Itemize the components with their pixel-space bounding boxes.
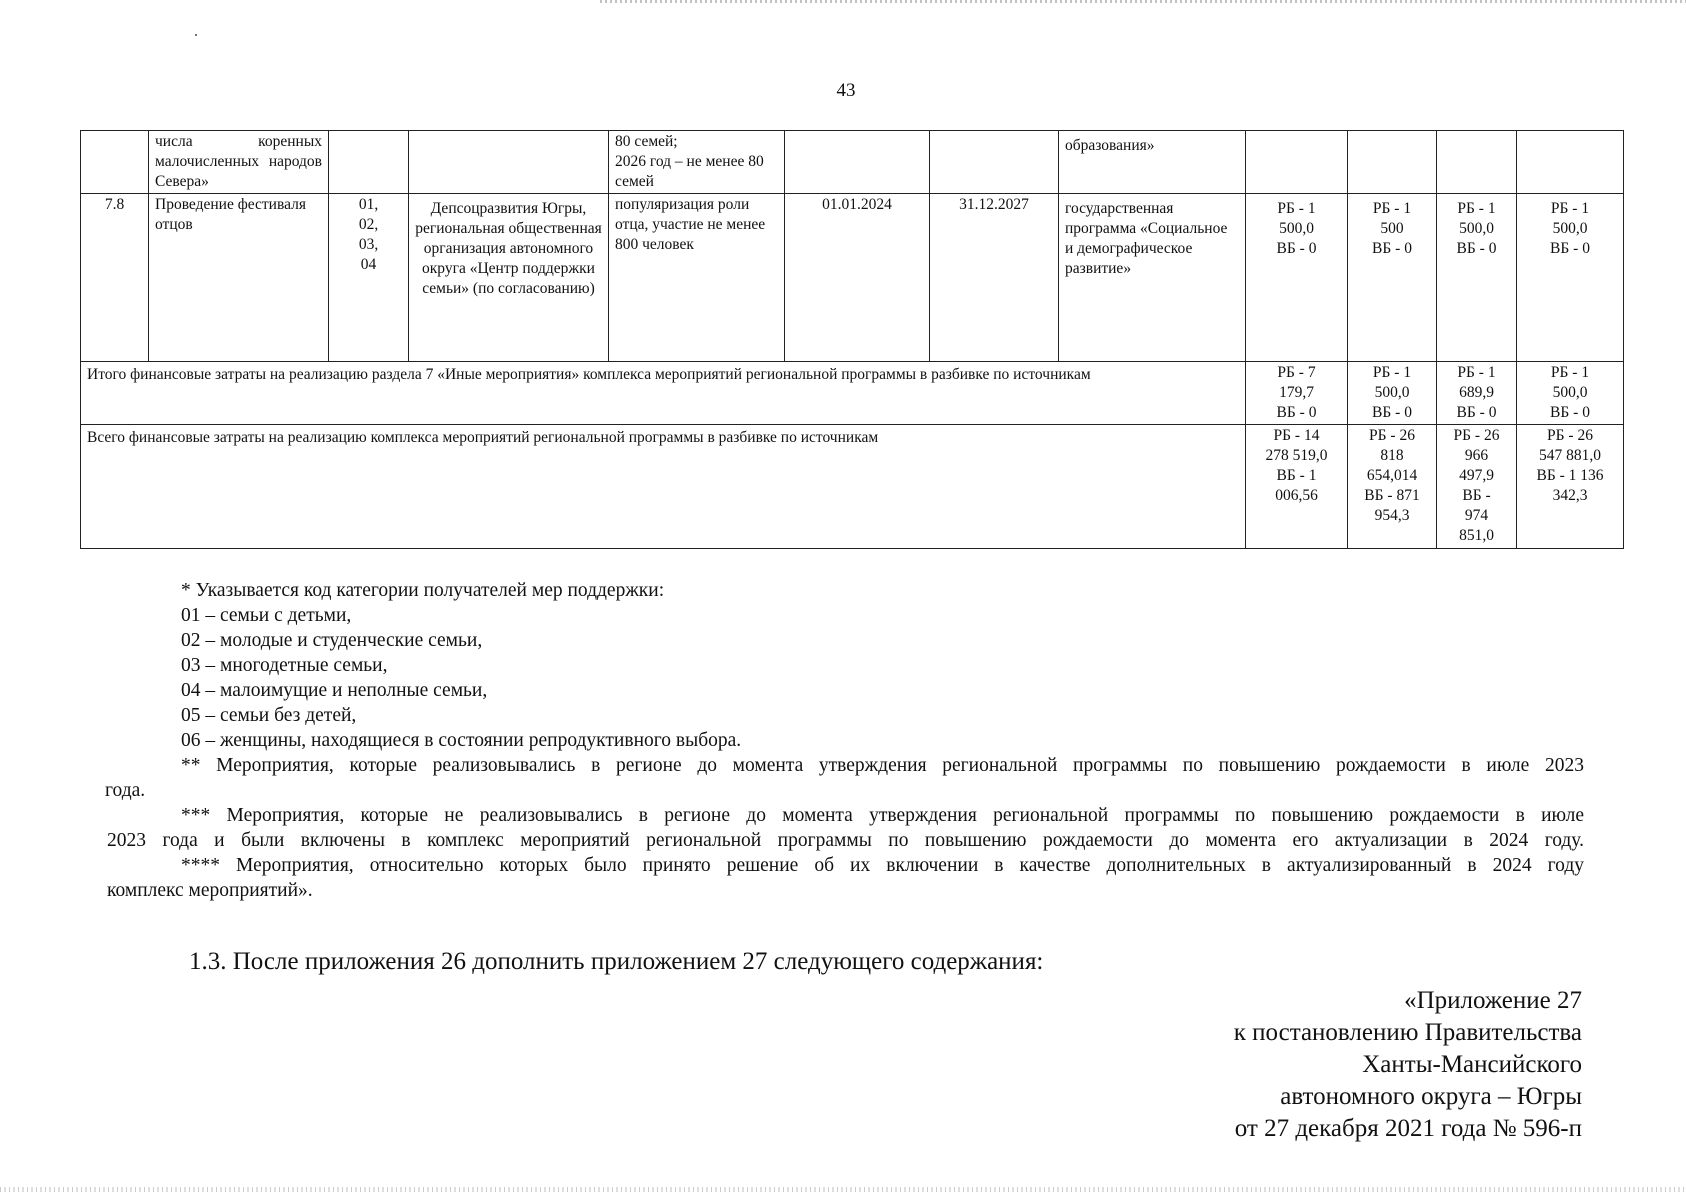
funding-cell: РБ - 1 500,0 ВБ - 0 (1246, 194, 1348, 362)
section-total-label: Итого финансовые затраты на реализацию раздела 7 «Иные мероприятия» комплекса мероприятий региональной программы в разбивке по источникам (81, 362, 1246, 425)
appendix-line: от 27 декабря 2021 года № 596-п (1234, 1115, 1582, 1142)
footnote-3-line2: 2023 года и были включены в комплекс мероприятий региональной программы по повышению рождаемости до момента его актуализации в 2024 году. (107, 830, 1584, 851)
footnote-2-line1: ** Мероприятия, которые реализовывались в регионе до момента утверждения региональной программы по повышению рождаемости в июле 2023 (181, 755, 1584, 776)
footnote-4-line1: **** Мероприятия, относительно которых было принято решение об их включении в качестве дополнительных в актуализированный в 2024 году (181, 855, 1584, 876)
result-indicator: популяризация роли отца, участие не менее 800 человек (609, 194, 785, 362)
result-indicator: 80 семей; 2026 год – не менее 80 семей (609, 131, 785, 194)
start-date: 01.01.2024 (785, 194, 930, 362)
appendix-line: к постановлению Правительства (1233, 1019, 1582, 1046)
code-item: 03 – многодетные семьи, (181, 655, 388, 676)
page-number: 43 (836, 80, 856, 101)
funding-cell: РБ - 1 500,0 ВБ - 0 (1517, 194, 1624, 362)
code-item: 02 – молодые и студенческие семьи, (181, 630, 483, 651)
grand-total-label: Всего финансовые затраты на реализацию комплекса мероприятий региональной программы в разбивке по источникам (81, 425, 1246, 549)
table-row (81, 194, 1624, 362)
measure-name: числа коренных малочисленных народов Севера» (149, 131, 329, 194)
measure-name: Проведение фестиваля отцов (149, 194, 329, 362)
table-row (81, 362, 1624, 425)
code-item: 05 – семьи без детей, (181, 705, 357, 726)
table-row (81, 425, 1624, 549)
executor: Депсоцразвития Югры, региональная общественная организация автономного округа «Центр поддержки семьи» (по согласованию) (409, 194, 609, 362)
code-item: 01 – семьи с детьми, (181, 605, 352, 626)
funding-cell: РБ - 26 547 881,0 ВБ - 1 136 342,3 (1517, 425, 1624, 549)
program-name: образования» (1059, 131, 1246, 194)
section-heading: 1.3. После приложения 26 дополнить приложением 27 следующего содержания: (189, 948, 1044, 975)
end-date: 31.12.2027 (930, 194, 1059, 362)
footnote-codes-title: * Указывается код категории получателей мер поддержки: (181, 580, 665, 601)
row-number: 7.8 (81, 194, 149, 362)
funding-cell: РБ - 1 500 ВБ - 0 (1348, 194, 1437, 362)
funding-cell: РБ - 1 500,0 ВБ - 0 (1437, 194, 1517, 362)
funding-cell: РБ - 26 966 497,9 ВБ - 974 851,0 (1437, 425, 1517, 549)
code-item: 04 – малоимущие и неполные семьи, (181, 680, 488, 701)
funding-cell: РБ - 1 500,0 ВБ - 0 (1517, 362, 1624, 425)
funding-cell: РБ - 14 278 519,0 ВБ - 1 006,56 (1246, 425, 1348, 549)
appendix-header (1234, 985, 1582, 1145)
appendix-line: Ханты-Мансийского (1362, 1051, 1582, 1078)
funding-cell: РБ - 1 689,9 ВБ - 0 (1437, 362, 1517, 425)
scan-speck (195, 34, 197, 36)
program-name: государственная программа «Социальное и демографическое развитие» (1059, 194, 1246, 362)
funding-cell: РБ - 7 179,7 ВБ - 0 (1246, 362, 1348, 425)
code-item: 06 – женщины, находящиеся в состоянии репродуктивного выбора. (181, 730, 742, 751)
table-row (81, 131, 1624, 194)
footnote-4-line2: комплекс мероприятий». (107, 880, 313, 901)
scan-edge-bottom (0, 1187, 1686, 1192)
category-codes: 01, 02, 03, 04 (329, 194, 409, 362)
funding-cell: РБ - 26 818 654,014 ВБ - 871 954,3 (1348, 425, 1437, 549)
appendix-line: автономного округа – Югры (1280, 1083, 1582, 1110)
footnotes (107, 578, 1584, 903)
scan-edge-top (600, 0, 1686, 3)
appendix-line: «Приложение 27 (1404, 987, 1582, 1014)
footnote-3-line1: *** Мероприятия, которые не реализовывались в регионе до момента утверждения региональной программы по повышению рождаемости в июле (181, 805, 1584, 826)
measures-table (80, 130, 1624, 549)
funding-cell: РБ - 1 500,0 ВБ - 0 (1348, 362, 1437, 425)
footnote-2-line2: года. (105, 780, 146, 801)
